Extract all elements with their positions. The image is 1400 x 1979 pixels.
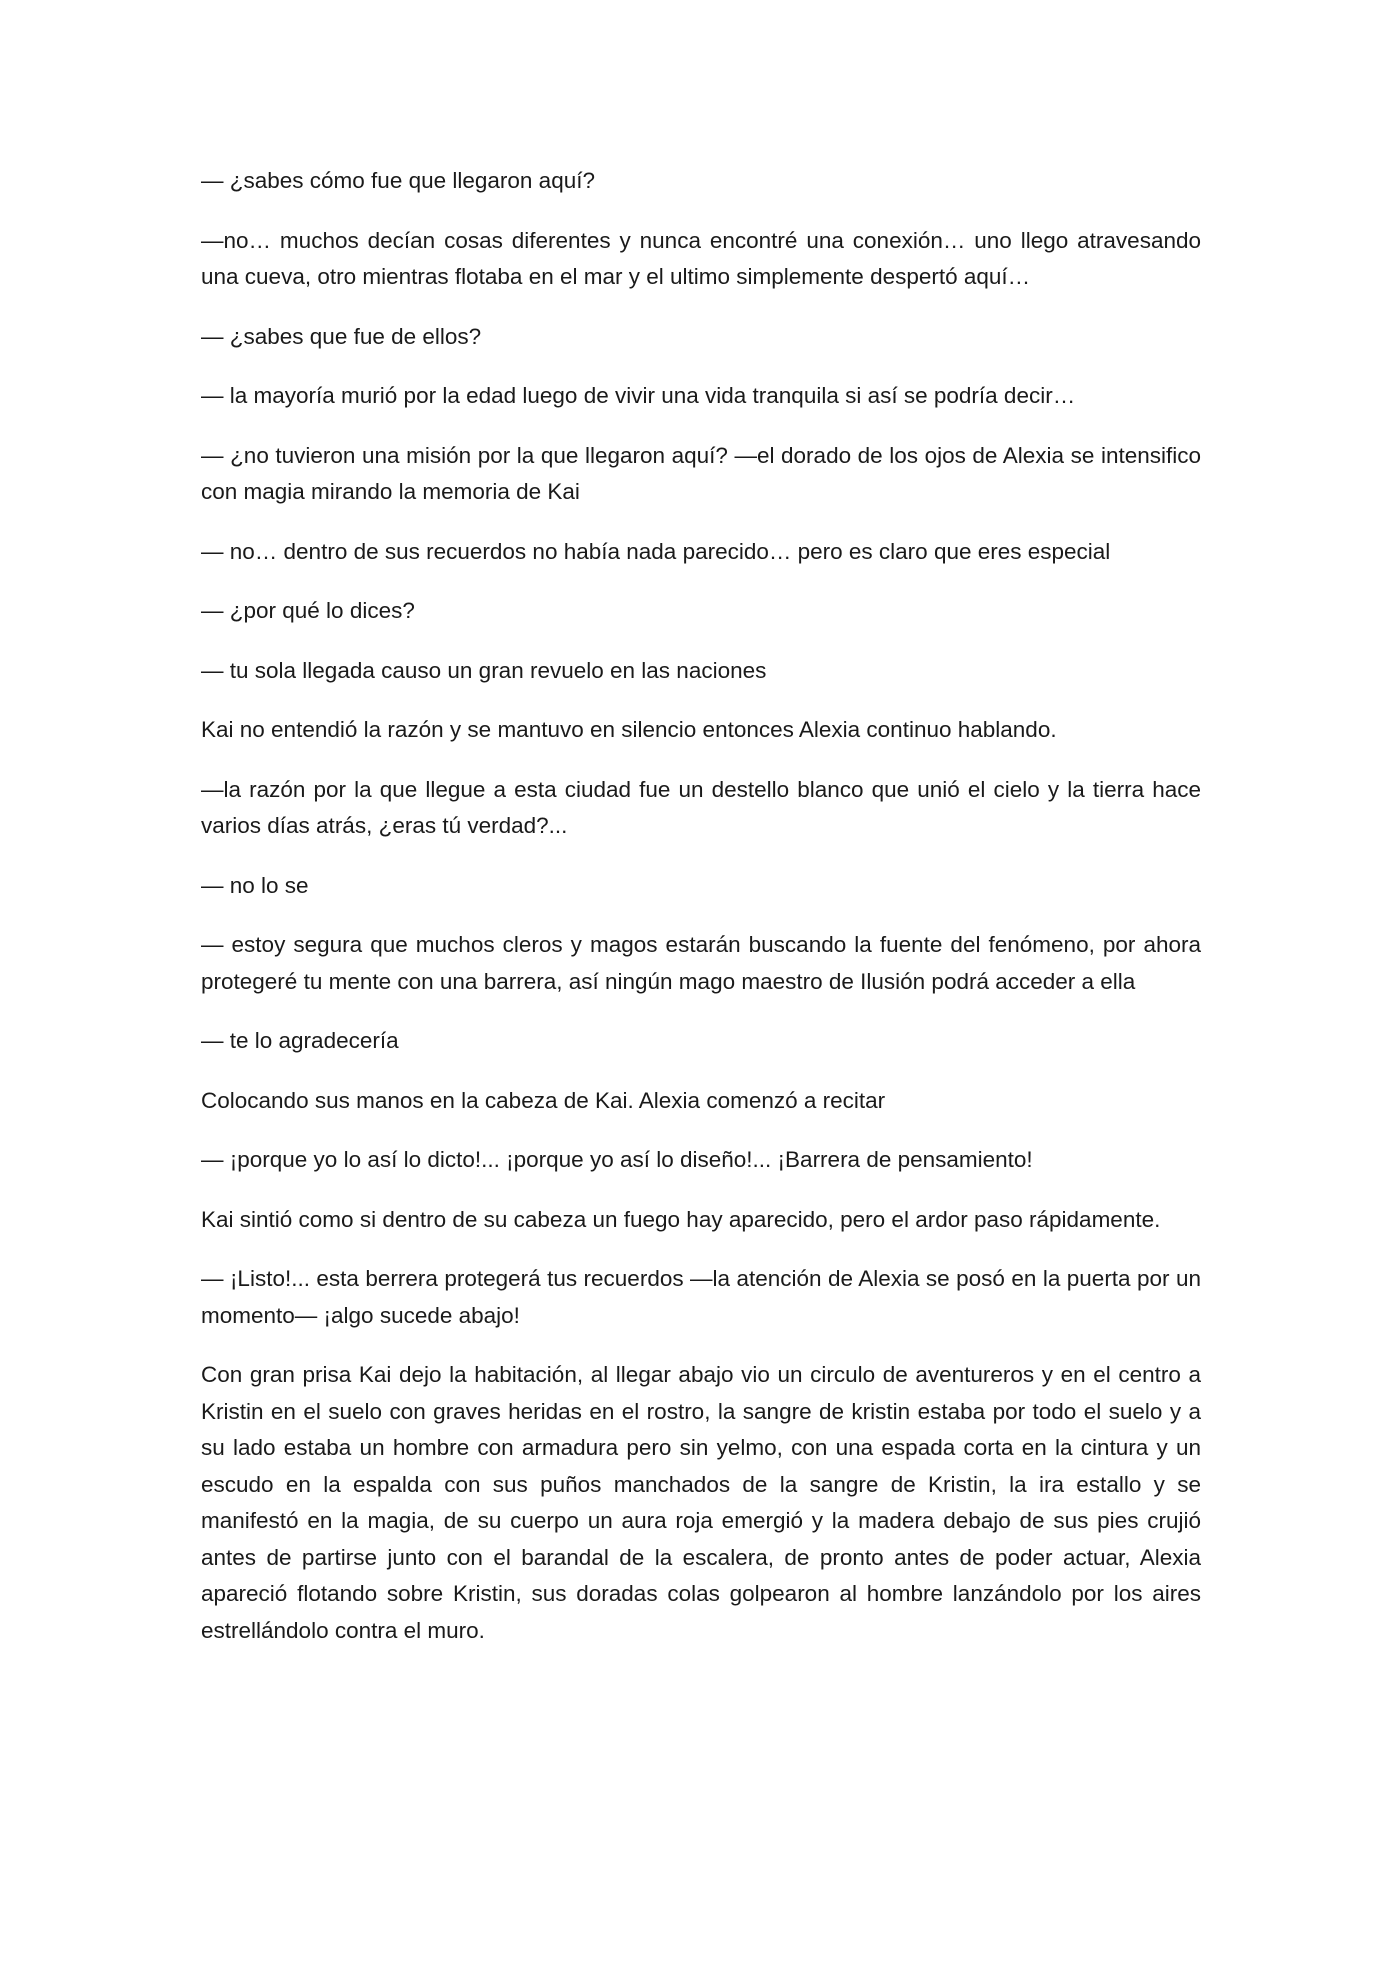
paragraph: — no lo se bbox=[201, 872, 309, 898]
paragraph: — no… dentro de sus recuerdos no había nada parecido… pero es claro que eres especial bbox=[201, 538, 1111, 564]
paragraph: — ¿sabes cómo fue que llegaron aquí? bbox=[201, 168, 595, 193]
paragraph: — ¿sabes que fue de ellos? bbox=[201, 323, 482, 349]
paragraph: —no… muchos decían cosas diferentes y nunca encontré una conexión… uno llego atravesando una cueva, otro mientras flotaba en el mar y el ultimo simplemente despertó aquí… bbox=[201, 227, 1201, 289]
paragraph: Con gran prisa Kai dejo la habitación, al llegar abajo vio un circulo de aventureros y en el centro a Kristin en el suelo con graves heridas en el rostro, la sangre de kristin estaba por todo el suelo y a su lado estaba un hombre con armadura pero sin yelmo, con una espada corta en la cintura y un escudo en la espalda con sus puños manchados de la sangre de Kristin, la ira estallo y se manifestó en la magia, de su cuerpo un aura roja emergió y la madera debajo de sus pies crujió antes de partirse junto con el barandal de la escalera, de pronto antes de poder actuar, Alexia apareció flotando sobre Kristin, sus doradas colas golpearon al hombre lanzándolo por los aires estrellándolo contra el muro. bbox=[201, 1362, 1201, 1643]
paragraph: —la razón por la que llegue a esta ciudad fue un destello blanco que unió el cielo y la tierra hace varios días atrás, ¿eras tú verdad?... bbox=[201, 776, 1201, 838]
paragraph: — ¿no tuvieron una misión por la que llegaron aquí? —el dorado de los ojos de Alexia se intensifico con magia mirando la memoria de Kai bbox=[201, 442, 1201, 504]
paragraph: Kai no entendió la razón y se mantuvo en silencio entonces Alexia continuo hablando. bbox=[201, 717, 1057, 742]
paragraph: — la mayoría murió por la edad luego de vivir una vida tranquila si así se podría decir… bbox=[201, 383, 1076, 408]
paragraph: — ¡porque yo lo así lo dicto!... ¡porque yo así lo diseño!... ¡Barrera de pensamiento! bbox=[201, 1147, 1033, 1172]
paragraph: — ¡Listo!... esta berrera protegerá tus recuerdos —la atención de Alexia se posó en la puerta por un momento— ¡algo sucede abajo! bbox=[201, 1266, 1201, 1328]
paragraph: — estoy segura que muchos cleros y magos estarán buscando la fuente del fenómeno, por ahora protegeré tu mente con una barrera, así ningún mago maestro de Ilusión podrá acceder a ella bbox=[201, 932, 1201, 994]
paragraph: Kai sintió como si dentro de su cabeza un fuego hay aparecido, pero el ardor paso rápidamente. bbox=[201, 1206, 1161, 1232]
paragraph: — ¿por qué lo dices? bbox=[201, 598, 415, 623]
paragraph: — te lo agradecería bbox=[201, 1028, 399, 1053]
paragraph: — tu sola llegada causo un gran revuelo en las naciones bbox=[201, 657, 767, 683]
document-body bbox=[201, 163, 1201, 1672]
paragraph: Colocando sus manos en la cabeza de Kai. Alexia comenzó a recitar bbox=[201, 1087, 886, 1113]
